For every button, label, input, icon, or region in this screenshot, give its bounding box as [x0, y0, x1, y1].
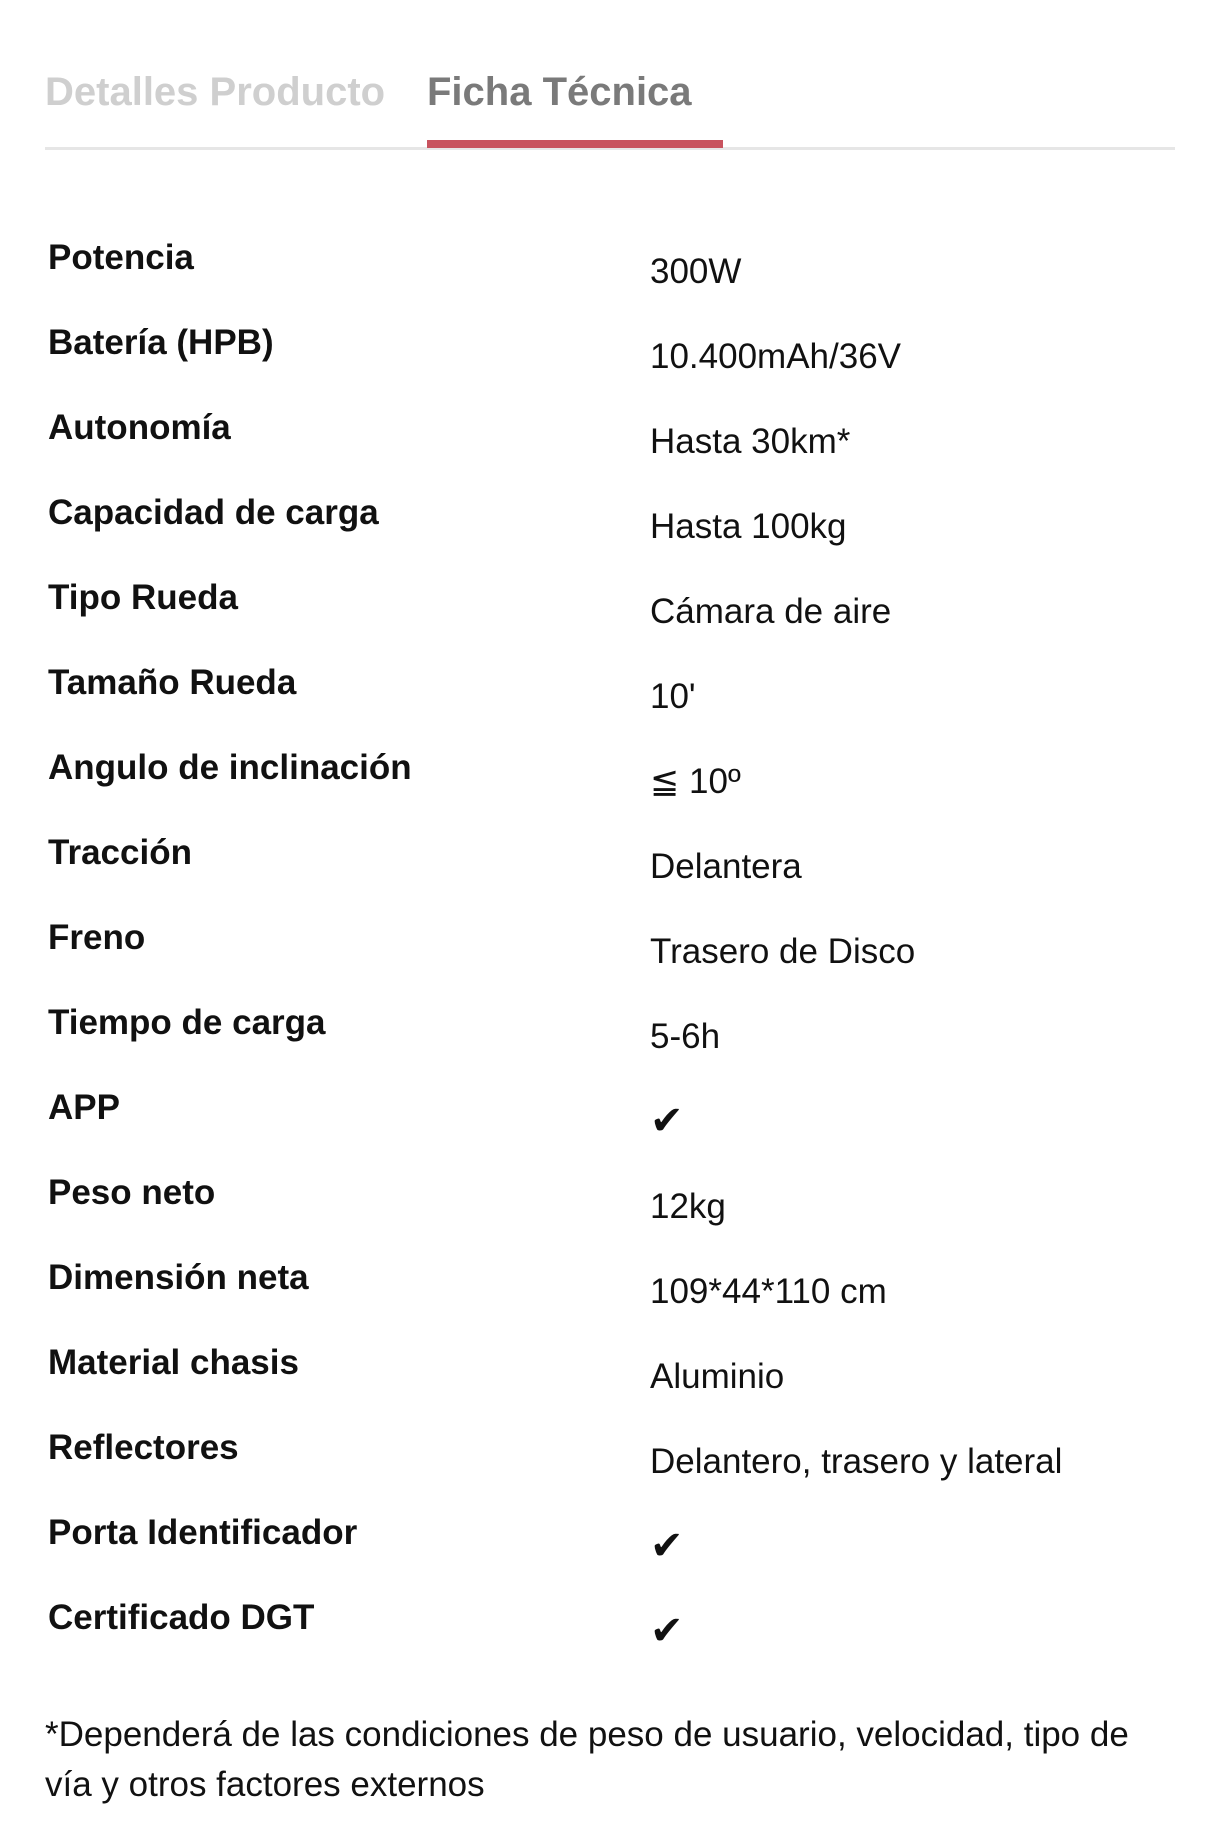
spec-label: Potencia	[48, 238, 194, 277]
spec-value: Cámara de aire	[650, 592, 892, 631]
spec-label: Peso neto	[48, 1173, 216, 1212]
spec-table	[48, 230, 1168, 1675]
spec-row-reflectores	[48, 1420, 1168, 1505]
tab-detalles-producto[interactable]: Detalles Producto	[45, 70, 386, 114]
check-icon: ✔	[650, 1099, 684, 1143]
spec-row-material-chasis	[48, 1335, 1168, 1420]
spec-value: 12kg	[650, 1187, 726, 1226]
spec-label: Dimensión neta	[48, 1258, 309, 1297]
spec-value: 10'	[650, 677, 696, 716]
spec-label: Tiempo de carga	[48, 1003, 326, 1042]
footnote: *Dependerá de las condiciones de peso de usuario, velocidad, tipo de vía y otros factores externos	[45, 1715, 1129, 1804]
spec-label: Material chasis	[48, 1343, 299, 1382]
check-icon: ✔	[650, 1609, 684, 1653]
spec-row-traccion	[48, 825, 1168, 910]
spec-value: 109*44*110 cm	[650, 1272, 887, 1311]
tab-ficha-tecnica[interactable]: Ficha Técnica	[427, 70, 692, 114]
spec-value: Hasta 100kg	[650, 507, 847, 546]
spec-row-potencia	[48, 230, 1168, 315]
spec-label: Angulo de inclinación	[48, 748, 412, 787]
spec-value: 300W	[650, 252, 742, 291]
spec-row-peso-neto	[48, 1165, 1168, 1250]
spec-row-app	[48, 1080, 1168, 1165]
check-icon: ✔	[650, 1524, 684, 1568]
spec-value: 10.400mAh/36V	[650, 337, 902, 376]
spec-row-capacidad-carga	[48, 485, 1168, 570]
spec-value: Delantero, trasero y lateral	[650, 1442, 1063, 1481]
spec-value: Hasta 30km*	[650, 422, 851, 461]
spec-label: Reflectores	[48, 1428, 239, 1467]
spec-value: Trasero de Disco	[650, 932, 916, 971]
spec-label: Porta Identificador	[48, 1513, 358, 1552]
spec-label: Batería (HPB)	[48, 323, 274, 362]
spec-label: Freno	[48, 918, 146, 957]
spec-label: Capacidad de carga	[48, 493, 379, 532]
spec-row-bateria	[48, 315, 1168, 400]
spec-row-certificado-dgt	[48, 1590, 1168, 1675]
spec-row-tiempo-carga	[48, 995, 1168, 1080]
spec-label: Tipo Rueda	[48, 578, 238, 617]
spec-row-autonomia	[48, 400, 1168, 485]
spec-row-dimension-neta	[48, 1250, 1168, 1335]
spec-label: Certificado DGT	[48, 1598, 315, 1637]
spec-label: Tracción	[48, 833, 192, 872]
active-tab-indicator	[427, 140, 723, 148]
spec-value: Aluminio	[650, 1357, 785, 1396]
spec-row-freno	[48, 910, 1168, 995]
spec-label: Tamaño Rueda	[48, 663, 297, 702]
spec-row-tipo-rueda	[48, 570, 1168, 655]
spec-label: Autonomía	[48, 408, 231, 447]
spec-value: Delantera	[650, 847, 802, 886]
spec-row-angulo-inclinacion	[48, 740, 1168, 825]
spec-value: 5-6h	[650, 1017, 721, 1056]
spec-value: ≦ 10º	[650, 762, 741, 801]
spec-row-tamano-rueda	[48, 655, 1168, 740]
tab-bar	[45, 0, 1175, 150]
spec-label: APP	[48, 1088, 120, 1127]
spec-row-porta-identificador	[48, 1505, 1168, 1590]
